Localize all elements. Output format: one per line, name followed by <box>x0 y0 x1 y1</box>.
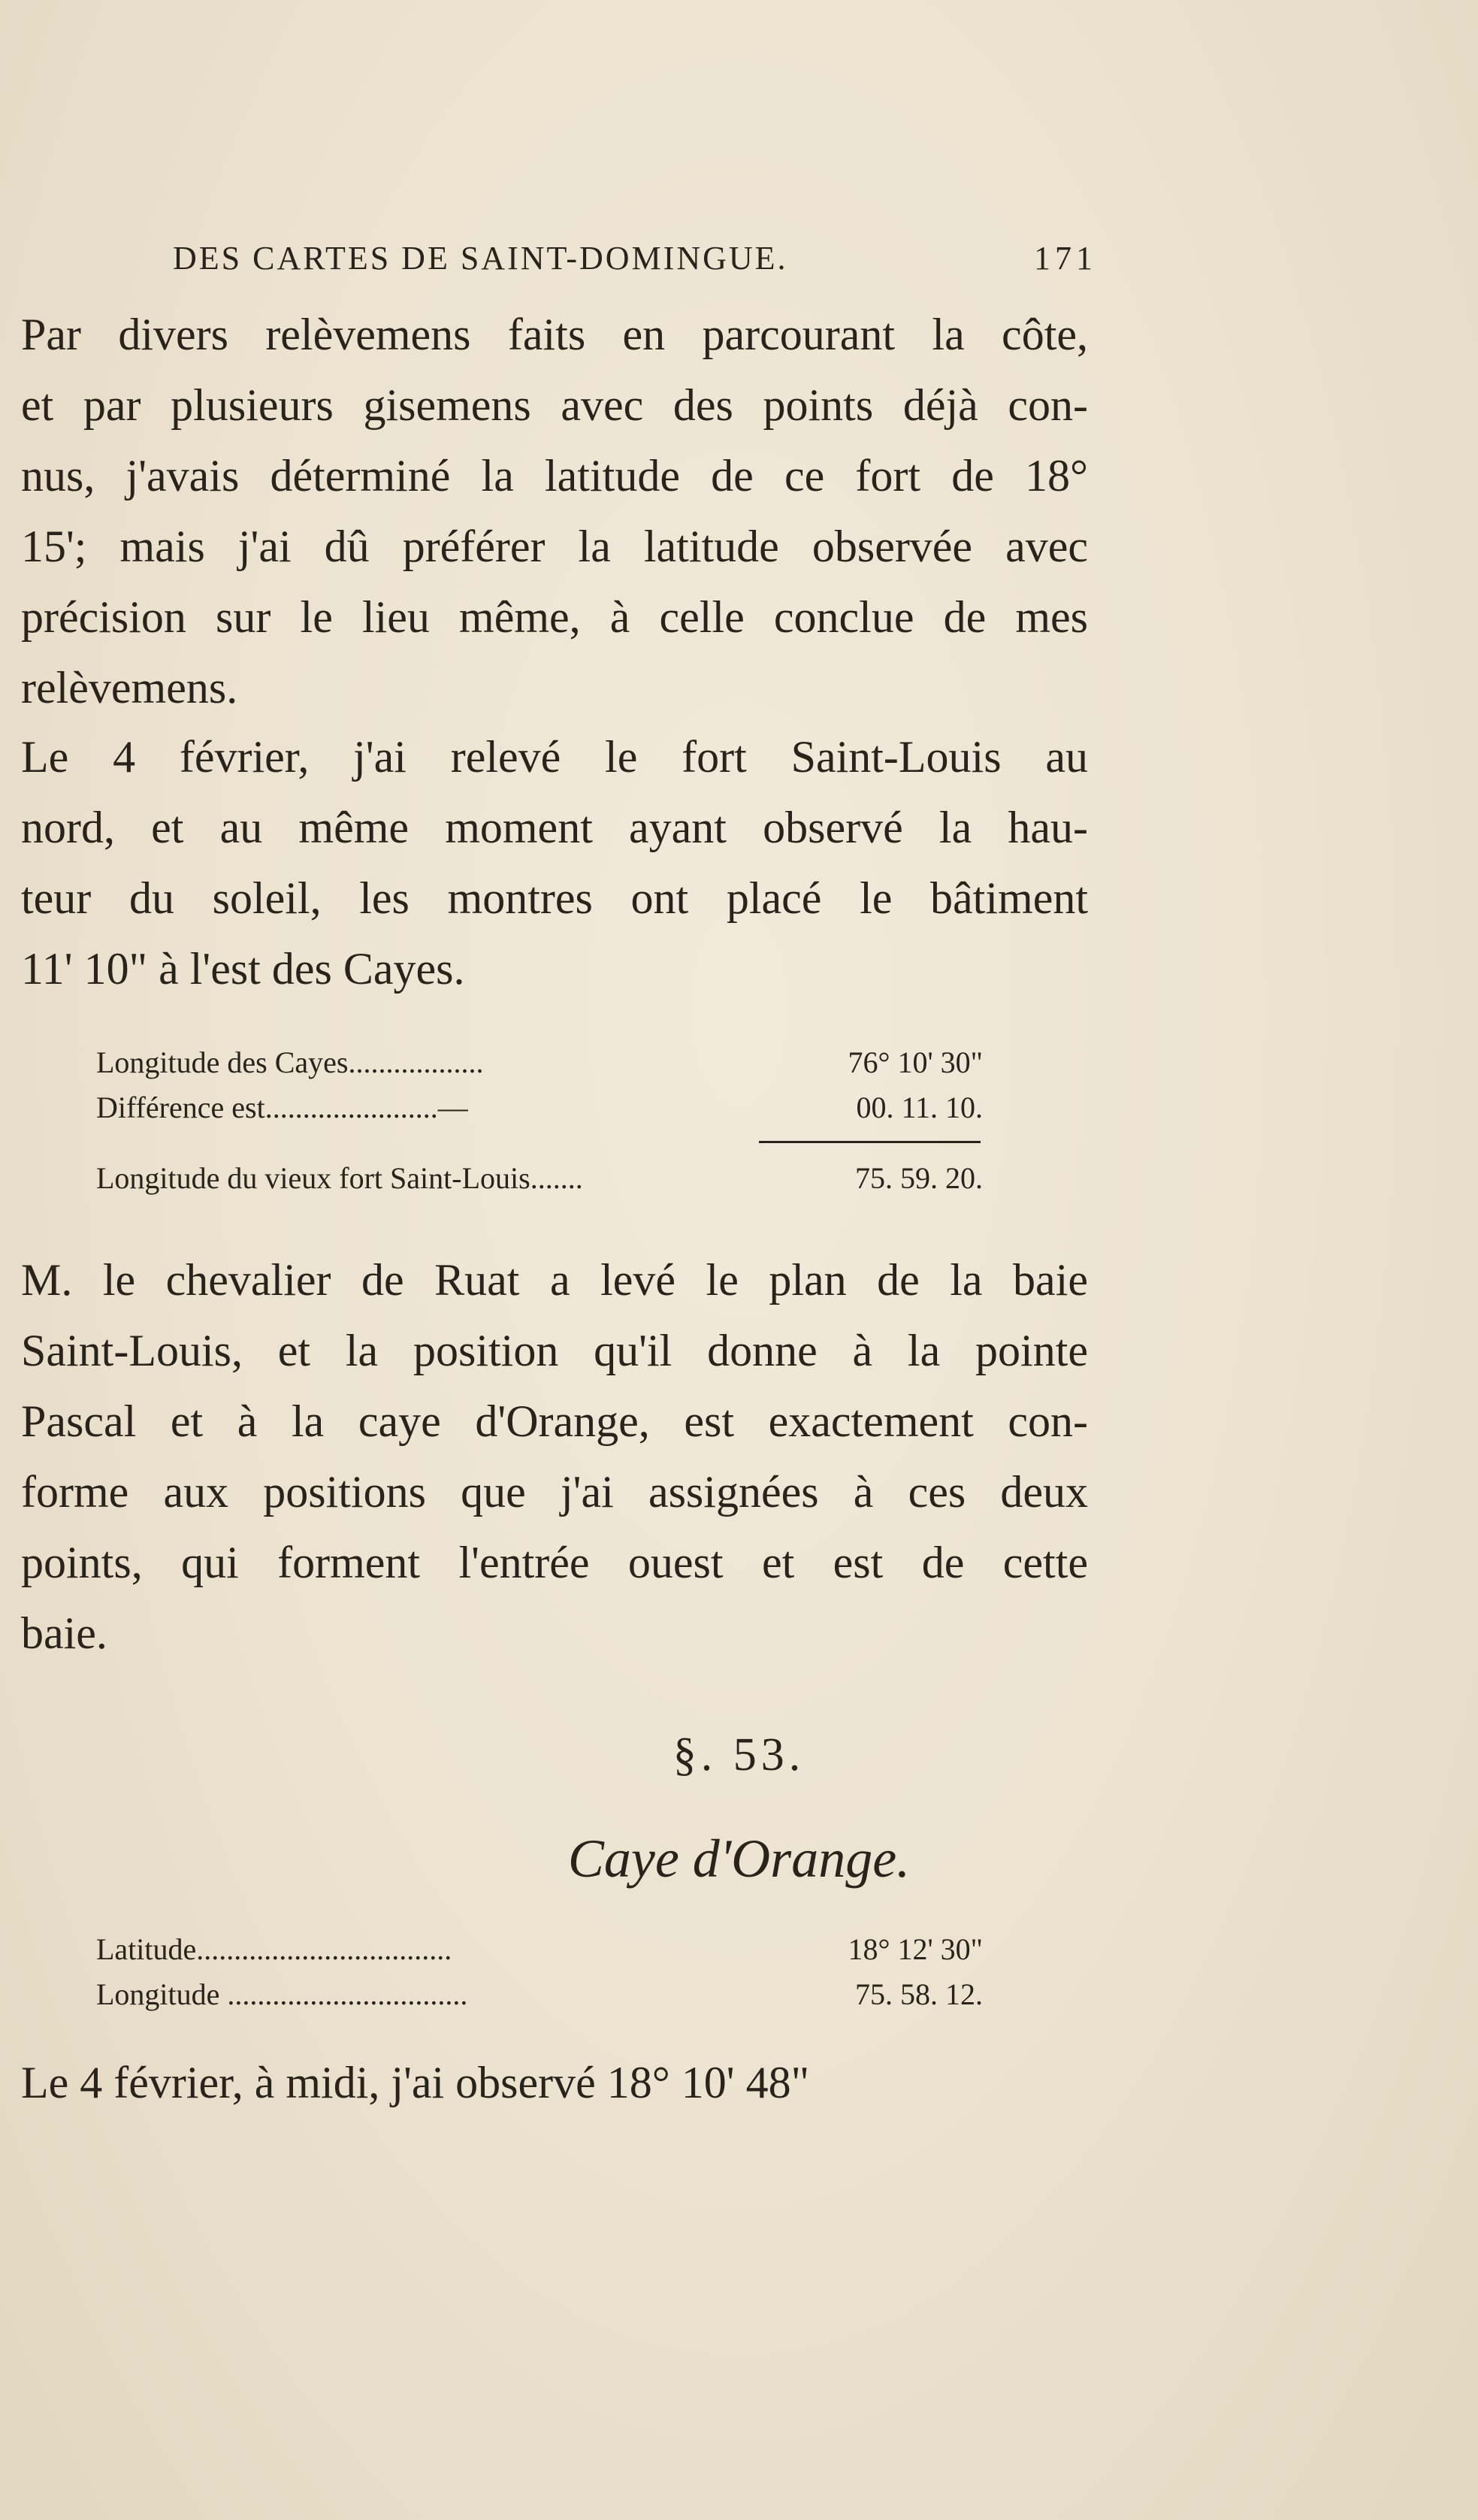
table-row <box>96 1040 983 1085</box>
table-row <box>96 1085 983 1130</box>
paragraph-relevemens <box>21 299 1088 723</box>
text-line: relèvemens. <box>21 663 238 712</box>
table-row <box>96 1156 983 1201</box>
text-line: Le 4 février, à midi, j'ai observé 18° 10' 48" <box>21 2058 810 2107</box>
row-label: Différence est.......................— <box>96 1091 468 1124</box>
text-line: et par plusieurs gisemens avec des points déjà con- <box>21 380 1088 430</box>
running-head-title: DES CARTES DE SAINT-DOMINGUE. <box>173 240 788 277</box>
section-number: §. 53. <box>673 1729 805 1780</box>
text-line: précision sur le lieu même, à celle conclue de mes <box>21 592 1088 642</box>
text-line: 15'; mais j'ai dû préférer la latitude observée avec <box>21 522 1088 571</box>
paragraph-4-fevrier <box>21 722 1088 1004</box>
section-title: Caye d'Orange. <box>567 1829 911 1889</box>
text-line: forme aux positions que j'ai assignées à ces deux <box>21 1467 1088 1517</box>
table-row <box>96 1972 983 2017</box>
paragraph-midi <box>21 2047 1088 2118</box>
row-label: Longitude ................................ <box>96 1977 468 2011</box>
row-value: 00. 11. 10. <box>856 1091 983 1124</box>
row-value: 75. 58. 12. <box>855 1977 983 2011</box>
text-line: M. le chevalier de Ruat a levé le plan de la baie <box>21 1255 1088 1305</box>
paragraph-ruat <box>21 1245 1088 1668</box>
page-number: 171 <box>1034 240 1097 277</box>
row-label: Latitude.................................. <box>96 1932 452 1966</box>
row-label: Longitude des Cayes.................. <box>96 1045 484 1079</box>
position-table <box>96 1927 983 2017</box>
text-line: nus, j'avais déterminé la latitude de ce fort de 18° <box>21 451 1088 501</box>
text-line: Pascal et à la caye d'Orange, est exactement con- <box>21 1396 1088 1446</box>
text-line: Par divers relèvemens faits en parcourant la côte, <box>21 310 1088 359</box>
row-label: Longitude du vieux fort Saint-Louis....... <box>96 1161 583 1195</box>
row-value: 76° 10' 30" <box>848 1045 983 1079</box>
text-line: nord, et au même moment ayant observé la hau- <box>21 803 1088 852</box>
longitude-total <box>96 1156 983 1201</box>
longitude-table <box>96 1040 983 1130</box>
text-line: baie. <box>21 1608 107 1658</box>
text-line: teur du soleil, les montres ont placé le bâtiment <box>21 873 1088 923</box>
text-line: points, qui forment l'entrée ouest et est de cette <box>21 1538 1088 1587</box>
table-row <box>96 1927 983 1972</box>
text-line: Saint-Louis, et la position qu'il donne à la pointe <box>21 1326 1088 1375</box>
text-line: Le 4 février, j'ai relevé le fort Saint-Louis au <box>21 732 1088 782</box>
row-value: 75. 59. 20. <box>855 1161 983 1195</box>
running-head <box>173 239 1097 284</box>
row-value: 18° 12' 30" <box>848 1932 983 1966</box>
text-line: 11' 10" à l'est des Cayes. <box>21 944 465 994</box>
sum-rule <box>759 1141 981 1143</box>
